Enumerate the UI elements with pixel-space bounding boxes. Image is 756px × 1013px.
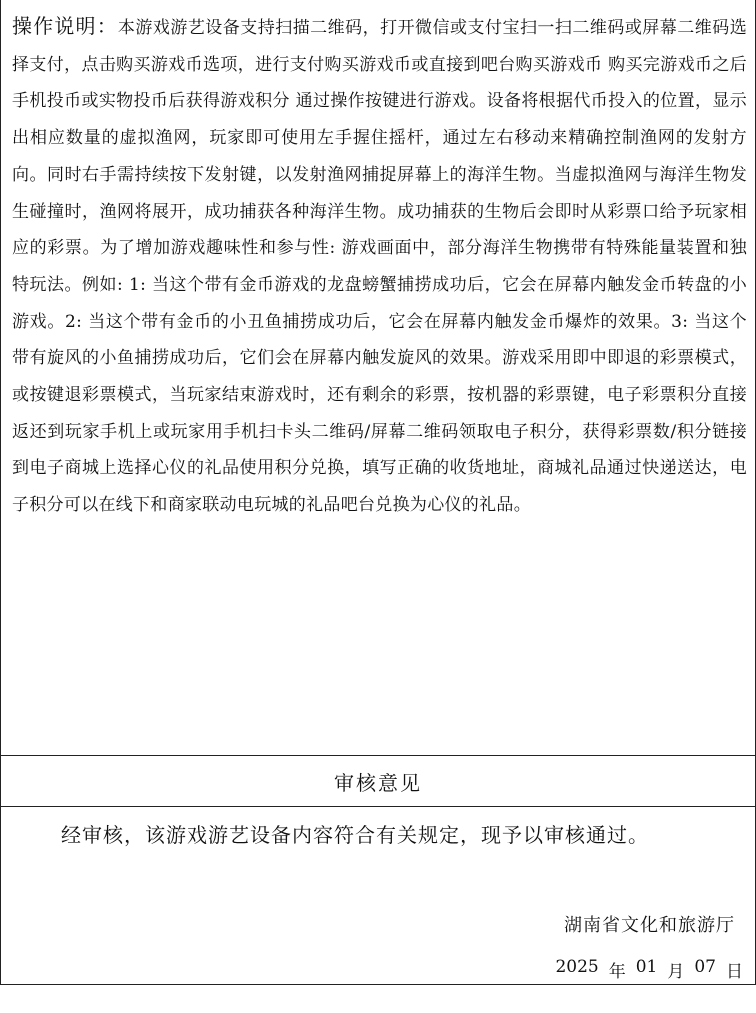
- review-opinion-header-cell: [1, 756, 755, 807]
- operation-instructions-cell: [1, 0, 755, 756]
- review-comment: 经审核，该游戏游艺设备内容符合有关规定，现予以审核通过。: [61, 823, 649, 847]
- review-date-year: 2025: [555, 957, 599, 977]
- operation-instructions-text: 本游戏游艺设备支持扫描二维码，打开微信或支付宝扫一扫二维码或屏幕二维码选择支付，点击购买游戏币选项，进行支付购买游戏币或直接到吧台购买游戏币 购买完游戏币之后手机投币或实物投币后获得游戏积分 通过操作按键进行游戏。设备将根据代币投入的位置，显示出相应数量的虚拟渔网，玩家即可使用左手握住摇杆，通过左右移动来精确控制渔网的发射方向。同时右手需持续按下发射键，以发射渔网捕捉屏幕上的海洋生物。当虚拟渔网与海洋生物发生碰撞时，渔网将展开，成功捕获各种海洋生物。成功捕获的生物后会即时从彩票口给予玩家相应的彩票。为了增加游戏趣味性和参与性: 游戏画面中，部分海洋生物携带有特殊能量装置和独特玩法。例如: 1: 当这个带有金币游戏的龙盘螃蟹捕捞成功后，它会在屏幕内触发金币转盘的小游戏。2: 当这个带有金币的小丑鱼捕捞成功后，它会在屏幕内触发金币爆炸的效果。3: 当这个带有旋风的小鱼捕捞成功后，它们会在屏幕内触发旋风的效果。游戏采用即中即退的彩票模式，或按键退彩票模式，当玩家结束游戏时，还有剩余的彩票，按机器的彩票键，电子彩票积分直接返还到玩家手机上或玩家用手机扫卡头二维码/屏幕二维码领取电子积分，获得彩票数/积分链接到电子商城上选择心仪的礼品使用积分兑换，填写正确的收货地址，商城礼品通过快递送达，电子积分可以在线下和商家联动电玩城的礼品吧台兑换为心仪的礼品。: [12, 18, 747, 516]
- review-date-day: 07: [694, 957, 716, 977]
- review-date-year-unit: 年: [608, 962, 626, 982]
- review-opinion-header: 审核意见: [334, 770, 422, 795]
- review-authority: 湖南省文化和旅游厅: [564, 915, 735, 936]
- review-date-month-unit: 月: [667, 962, 685, 982]
- review-date-day-unit: 日: [726, 962, 743, 982]
- operation-instructions-label: 操作说明：: [12, 14, 118, 38]
- review-date: [555, 957, 743, 982]
- operation-instructions-paragraph: [12, 8, 747, 524]
- review-date-month: 01: [635, 957, 658, 977]
- review-opinion-body-cell: [1, 807, 755, 985]
